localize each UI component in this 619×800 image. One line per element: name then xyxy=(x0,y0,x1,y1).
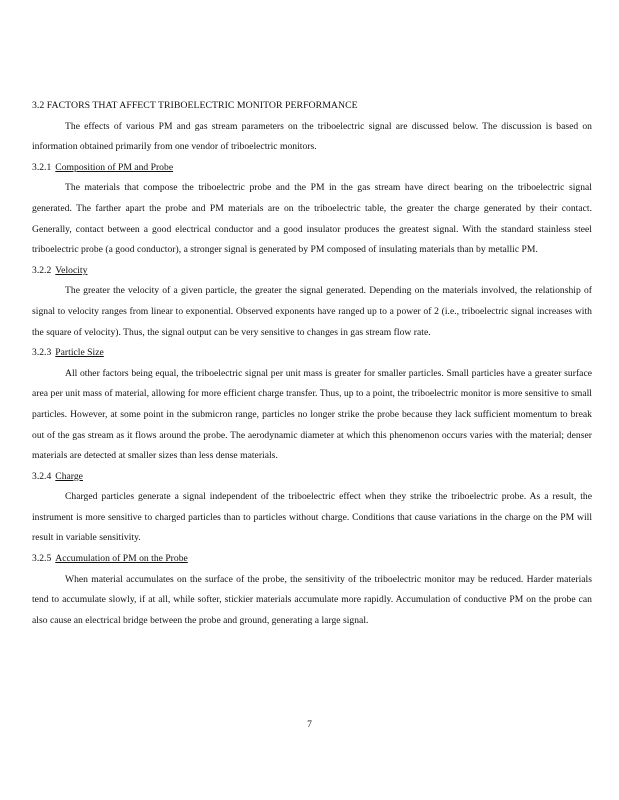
subsection-number: 3.2.4 xyxy=(32,470,52,482)
subsection-number: 3.2.5 xyxy=(32,553,52,565)
subsection-paragraph-particle-size: All other factors being equal, the triboelectric signal per unit mass is greater for smaller particles. Small particles have a greater surface area per unit mass of material, allowing for more efficient charge transfer. Thus, up to a point, the triboelectric monitor is more sensitive to small particles. However, at some point in the submicron range, particles no longer strike the probe because they lack sufficient momentum to break out of the gas stream as it flows around the probe. The aerodynamic diameter at which this phenomenon occurs varies with the material; denser materials are detected at smaller sizes than less dense materials. xyxy=(32,367,592,462)
subsection-number: 3.2.2 xyxy=(32,264,52,276)
subsection-title: Charge xyxy=(55,470,83,482)
subsection-title: Particle Size xyxy=(55,347,104,359)
body-text xyxy=(32,96,592,631)
section-intro-paragraph: The effects of various PM and gas stream parameters on the triboelectric signal are discussed below. The discussion is based on information obtained primarily from one vendor of triboelectric monitors. xyxy=(32,120,592,153)
subsection-paragraph-charge: Charged particles generate a signal independent of the triboelectric effect when they strike the triboelectric probe. As a result, the instrument is more sensitive to charged particles than to particles without charge. Conditions that cause variations in the charge on the PM will result in variable sensitivity. xyxy=(32,491,592,544)
subsection-heading-velocity xyxy=(32,261,592,282)
subsection-paragraph-velocity: The greater the velocity of a given particle, the greater the signal generated. Depending on the materials involved, the relationship of signal to velocity ranges from linear to exponential. Observed exponents have ranged up to a power of 2 (i.e., triboelectric signal increases with the square of velocity). Thus, the signal output can be very sensitive to changes in gas stream flow rate. xyxy=(32,285,592,338)
subsection-heading-composition xyxy=(32,158,592,179)
page-number: 7 xyxy=(307,719,312,730)
subsection-heading-particle-size xyxy=(32,343,592,364)
subsection-title: Velocity xyxy=(55,264,88,276)
section-heading: 3.2 FACTORS THAT AFFECT TRIBOELECTRIC MONITOR PERFORMANCE xyxy=(32,100,358,111)
subsection-heading-accumulation xyxy=(32,549,592,570)
subsection-number: 3.2.3 xyxy=(32,347,52,359)
subsection-number: 3.2.1 xyxy=(32,161,52,173)
subsection-heading-charge xyxy=(32,467,592,488)
subsection-paragraph-accumulation: When material accumulates on the surface of the probe, the sensitivity of the triboelectric monitor may be reduced. Harder materials tend to accumulate slowly, if at all, while softer, stickier materials accumulate more rapidly. Accumulation of conductive PM on the probe can also cause an electrical bridge between the probe and ground, generating a large signal. xyxy=(32,573,592,626)
subsection-title: Accumulation of PM on the Probe xyxy=(55,553,188,565)
subsection-paragraph-composition: The materials that compose the triboelectric probe and the PM in the gas stream have direct bearing on the triboelectric signal generated. The farther apart the probe and PM materials are on the triboelectric table, the greater the charge generated by their contact. Generally, contact between a good electrical conductor and a good insulator produces the greatest signal. With the standard stainless steel triboelectric probe (a good conductor), a stronger signal is generated by PM composed of insulating materials than by metallic PM. xyxy=(32,182,592,256)
subsection-title: Composition of PM and Probe xyxy=(55,161,174,173)
